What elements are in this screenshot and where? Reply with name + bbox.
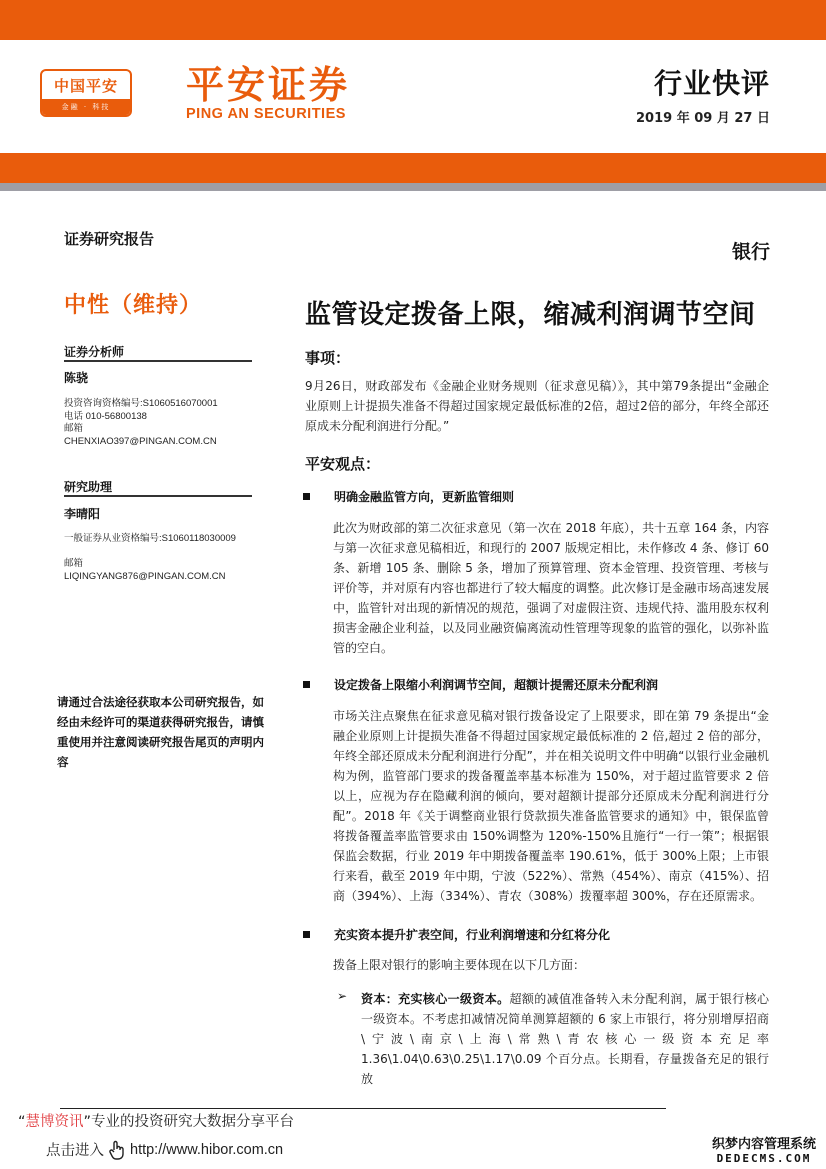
enter-label: 点击进入 <box>46 1143 104 1159</box>
report-label: 证券研究报告 <box>64 230 155 248</box>
sub-item-body <box>361 989 769 1089</box>
report-type: 行业快评 <box>653 67 770 100</box>
assistant-email[interactable]: LIQINGYANG876@PINGAN.COM.CN <box>64 571 226 582</box>
analyst-contact <box>64 398 218 448</box>
assistant-divider <box>64 495 252 497</box>
point-3-heading <box>303 926 610 943</box>
brand-name-cn: 平安证券 <box>186 63 351 107</box>
square-bullet-icon <box>303 931 310 938</box>
footer-slogan-line <box>18 1110 294 1131</box>
analyst-email[interactable]: CHENXIAO397@PINGAN.COM.CN <box>64 435 217 447</box>
header-top-band <box>0 0 826 40</box>
square-bullet-icon <box>303 681 310 688</box>
point-1-heading <box>303 488 514 505</box>
header-gray-stripe <box>0 183 826 191</box>
china-pingan-logo <box>40 69 132 117</box>
analyst-section-title: 证券分析师 <box>64 345 125 359</box>
rating-badge: 中性（维持） <box>64 293 203 318</box>
header-mid-band <box>0 153 826 183</box>
point-1-text: 此次为财政部的第二次征求意见（第一次在 2018 年底），共十五章 164 条，内容与第一次征求意见稿相近，和现行的 2007 版规定相比，未作修改 4 条、修订 60 条、新增 105 条、删除 5 条，增加了预算管理、资本金管理、投资管理、考核与评价等，并对原有内容也都进行了较大幅度的调整。此次修订是金融市场高速发展中，监管针对出现的新情况的规范，强调了对虚假注资、违规代持、滥用股东权利损害金融企业利益，以及同业融资偏离流动性管理等现象的监管的强化，以弥补监管的空白。 <box>333 521 769 655</box>
event-heading: 事项： <box>305 349 351 367</box>
point-3-title: 充实资本提升扩表空间，行业利润增速和分红将分化 <box>334 928 611 942</box>
arrow-bullet-icon: ➢ <box>337 989 348 1003</box>
event-text: 9月26日，财政部发布《金融企业财务规则（征求意见稿）》，其中第79条提出“金融企业原则上计提损失准备不得超过国家规定最低标准的2倍，超过2倍的部分，年终全部还原成未分配利润进行分配。” <box>305 379 769 433</box>
pingan-securities-logo <box>186 64 350 122</box>
industry-label: 银行 <box>731 241 770 263</box>
brand-name-en: PING AN SECURITIES <box>186 106 346 122</box>
analyst-email-label: 邮箱 <box>64 423 84 434</box>
point-1-title: 明确金融监管方向，更新监管细则 <box>334 490 515 504</box>
quote-open: “ <box>18 1114 26 1130</box>
assistant-license: 一般证券从业资格编号:S1060118030009 <box>64 533 236 544</box>
point-3-intro: 拨备上限对银行的影响主要体现在以下几方面： <box>333 958 586 972</box>
point-2-heading <box>303 676 658 693</box>
view-heading: 平安观点： <box>305 455 381 473</box>
site-name[interactable]: 慧博资讯 <box>25 1114 84 1130</box>
footer-link-line <box>46 1139 283 1160</box>
analyst-license: 投资咨询资格编号:S1060516070001 <box>64 398 218 409</box>
assistant-name: 李晴阳 <box>64 507 101 521</box>
point-2-text: 市场关注点聚焦在征求意见稿对银行拨备设定了上限要求，即在第 79 条提出“金融企业原则上计提损失准备不得超过国家规定最低标准的 2 倍,超过 2 倍的部分，年终全部还原成未分配利润进行分配”，并在相关说明文件中明确“以银行业金融机构为例，监管部门要求的拨备覆盖率基本标准为 150%，对于超过监管要求 2 倍以上，应视为存在隐藏利润的倾向，要对超额计提部分还原成未分配利润进行分配”。2018 年《关于调整商业银行贷款损失准备监管要求的通知》中，银保监曾将拨备覆盖率监管要求由 150%调整为 120%-150%且施行“一行一策”；根据银保监会数据，行业 2019 年中期拨备覆盖率 190.61%，低于 300%上限；上市银行来看，截至 2019 年中期，宁波（522%）、常熟（454%）、南京（415%）、招商（394%）、上海（334%）、青农（308%）拨覆率超 300%，存在还原需求。 <box>333 709 769 903</box>
quote-close: ” <box>83 1114 92 1130</box>
dedecms-watermark <box>712 1133 816 1165</box>
point-2-title: 设定拨备上限缩小利润调节空间，超额计提需还原未分配利润 <box>334 678 659 692</box>
assistant-email-label: 邮箱 <box>64 558 84 569</box>
report-title: 监管设定拨备上限，缩减利润调节空间 <box>305 300 756 330</box>
sub-item-text: 超额的减值准备转入未分配利润，属于银行核心一级资本。不考虑扣减情况简单测算超额的 6 家上市银行，将分别增厚招商\宁波\南京\上海\常熟\青农核心一级资本充足率 1.36\1.04\0.63\0.25\1.17\0.09 个百分点。长期看，存量拨备充足的银行放 <box>361 992 769 1086</box>
assistant-section-title: 研究助理 <box>64 480 113 494</box>
footer-slogan: 专业的投资研究大数据分享平台 <box>91 1114 295 1130</box>
china-pingan-logo-tagline: 金融 · 科技 <box>42 99 130 115</box>
watermark-line-2: DEDECMS.COM <box>716 1152 812 1165</box>
pointing-hand-icon <box>108 1140 126 1160</box>
square-bullet-icon <box>303 493 310 500</box>
sidebar-disclaimer: 请通过合法途径获取本公司研究报告，如经由未经许可的渠道获得研究报告，请慎重使用并注意阅读研究报告尾页的声明内容 <box>57 695 264 769</box>
footer-divider <box>60 1108 666 1109</box>
china-pingan-logo-main: 中国平安 <box>53 76 118 95</box>
analyst-name: 陈骁 <box>64 371 89 385</box>
report-date: 2019 年 09 月 27 日 <box>636 111 770 126</box>
analyst-phone: 电话 010-56800138 <box>64 410 147 422</box>
watermark-line-1: 织梦内容管理系统 <box>711 1137 816 1152</box>
analyst-divider <box>64 360 252 362</box>
hibor-link[interactable]: http://www.hibor.com.cn <box>130 1141 284 1158</box>
sub-item-bold: 资本：充实核心一级资本。 <box>361 992 510 1006</box>
